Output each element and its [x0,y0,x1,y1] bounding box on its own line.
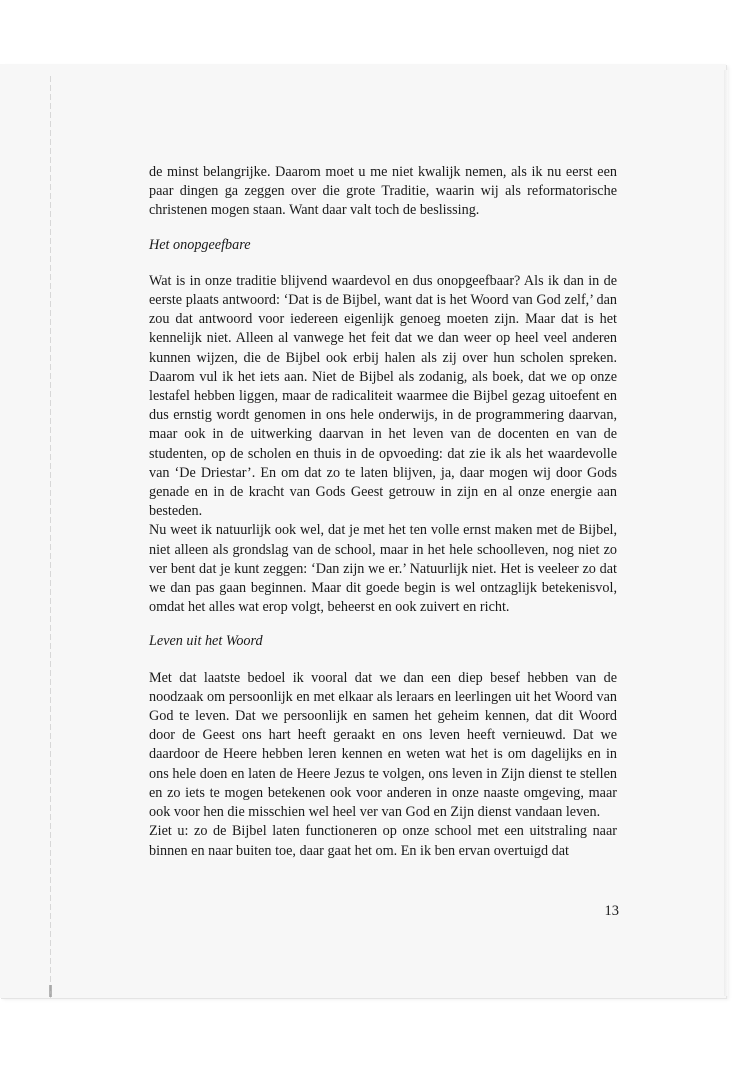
body-text [149,163,617,861]
paragraph-onopgeefbare: Wat is in onze traditie blijvend waardevol en dus onopgeefbaar? Als ik dan in de eerste plaats antwoord: ‘Dat is de Bijbel, want dat is het Woord van God zelf,’ dan zou dat antwoord voor iedereen eigenlijk genoeg moeten zijn. Maar dat is het kennelijk niet. Alleen al vanwege het feit dat we dan weer op heel veel anderen kunnen wijzen, die de Bijbel ook erbij halen als zij over hun scholen spreken. Daarom vul ik het iets aan. Niet de Bijbel als zodanig, als boek, dat we op onze lestafel hebben liggen, maar de radicaliteit waarmee die Bijbel gezag uitoefent en dus ernstig wordt genomen in ons hele onderwijs, in de programmering daarvan, maar ook in de uitwerking daarvan in het leven van de docenten en van de studenten, op de scholen en thuis in de opvoeding: dat zie ik als het waardevolle van ‘De Driestar’. En om dat zo te laten blijven, ja, daar mogen wij door Gods genade en in de kracht van Gods Geest getrouw in zijn en al onze energie aan besteden. [149,272,617,520]
page-edge [724,70,728,996]
section-heading-onopgeefbare: Het onopgeefbare [149,236,251,253]
paragraph-leven: Met dat laatste bedoel ik vooral dat we dan een diep besef hebben van de noodzaak om persoonlijk en met elkaar als leraars en leerlingen uit het Woord van God te leven. Dat we persoonlijk en samen het geheim kennen, dat dit Woord door de Geest ons hart heeft geraakt en ons leven heeft vernieuwd. Dat we daardoor de Heere hebben leren kennen en weten wat het is om dagelijks en in ons hele doen en laten de Heere Jezus te volgen, ons leven in Zijn dienst te stellen en zo iets te mogen betekenen ook voor anderen in onze naaste omgeving, maar ook voor hen die misschien wel heel ver van God en Zijn dienst vandaan leven. [149,669,617,821]
page-number: 13 [604,903,619,919]
binding-gutter-line [50,76,51,998]
paragraph-ziet-u: Ziet u: zo de Bijbel laten functioneren op onze school met een uitstraling naar binnen en naar buiten toe, daar gaat het om. En ik ben ervan overtuigd dat [149,823,617,859]
paragraph-natuurlijk: Nu weet ik natuurlijk ook wel, dat je met het ten volle ernst maken met de Bijbel, niet alleen als grondslag van de school, maar in het hele schoolleven, nog niet zo ver bent dat je kunt zeggen: ‘Dan zijn we er.’ Natuurlijk niet. Het is veeleer zo dat we dan pas gaan beginnen. Maar dit goede begin is wel ontzaglijk betekenisvol, omdat het alles wat erop volgt, beheerst en ook zuivert en richt. [149,522,617,616]
paragraph-intro: de minst belangrijke. Daarom moet u me niet kwalijk nemen, als ik nu eerst een paar dingen ga zeggen over die grote Traditie, waarin wij als reformatorische christenen mogen staan. Want daar valt toch de beslissing. [149,164,617,219]
section-heading-leven-uit-het-woord: Leven uit het Woord [149,633,263,650]
binding-mark [49,985,52,997]
